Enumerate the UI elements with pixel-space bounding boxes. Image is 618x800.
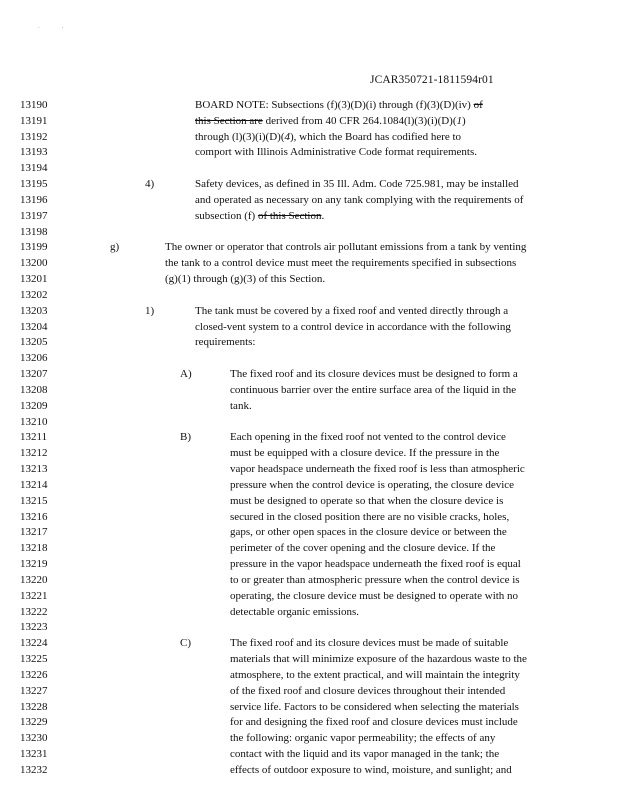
- line-number: 13222: [20, 605, 48, 618]
- document-line: [20, 652, 600, 668]
- document-line: [20, 430, 600, 446]
- text-segment: pressure in the vapor headspace underneath the fixed roof is equal: [230, 558, 521, 571]
- line-text: [230, 636, 508, 651]
- line-text: [165, 256, 516, 271]
- line-number: 13219: [20, 558, 48, 571]
- line-number: 13212: [20, 447, 48, 460]
- subsection-label: g): [110, 241, 120, 254]
- line-text: [230, 399, 252, 414]
- text-segment: contact with the liquid and its vapor managed in the tank; the: [230, 748, 500, 761]
- document-line: [20, 763, 600, 779]
- line-text: [230, 557, 521, 572]
- line-text: [230, 573, 520, 588]
- text-segment: The owner or operator that controls air pollutant emissions from a tank by venting: [165, 241, 527, 254]
- text-segment: to or greater than atmospheric pressure when the control device is: [230, 573, 520, 586]
- text-segment: The tank must be covered by a fixed roof and vented directly through a: [195, 304, 509, 317]
- line-number: 13226: [20, 668, 48, 681]
- line-number: 13204: [20, 320, 48, 333]
- text-segment: continuous barrier over the entire surface area of the liquid in the: [230, 383, 517, 396]
- document-line: [20, 193, 600, 209]
- text-segment: Each opening in the fixed roof not vented to the control device: [230, 431, 506, 444]
- line-number: 13205: [20, 336, 48, 349]
- line-number: 13221: [20, 589, 48, 602]
- document-line: [20, 351, 600, 367]
- line-text: [165, 272, 325, 287]
- document-line: [20, 747, 600, 763]
- line-number: 13192: [20, 130, 48, 143]
- document-line: [20, 668, 600, 684]
- line-text: [230, 494, 503, 509]
- line-number: 13215: [20, 494, 48, 507]
- line-number: 13194: [20, 162, 48, 175]
- italic-text: 1: [456, 114, 463, 127]
- text-segment: materials that will minimize exposure of the hazardous waste to the: [230, 653, 527, 666]
- document-line: [20, 225, 600, 241]
- document-line: [20, 541, 600, 557]
- line-number: 13218: [20, 542, 48, 555]
- document-line: [20, 161, 600, 177]
- line-text: [230, 430, 506, 445]
- document-line: [20, 130, 600, 146]
- line-text: [230, 715, 518, 730]
- subsection-label: 4): [145, 178, 155, 191]
- document-line: [20, 114, 600, 130]
- subsection-label: 1): [145, 304, 155, 317]
- document-line: [20, 98, 600, 114]
- document-line: [20, 478, 600, 494]
- document-line: [20, 700, 600, 716]
- document-line: [20, 620, 600, 636]
- text-segment: effects of outdoor exposure to wind, moisture, and sunlight; and: [230, 763, 512, 776]
- document-line: [20, 462, 600, 478]
- line-text: [195, 98, 483, 113]
- text-segment: subsection (f): [195, 209, 258, 222]
- line-text: [230, 731, 495, 746]
- text-segment: The fixed roof and its closure devices must be made of suitable: [230, 637, 509, 650]
- struck-text: this Section are: [195, 114, 263, 127]
- line-text: [195, 335, 255, 350]
- line-text: [195, 304, 508, 319]
- line-text: [195, 145, 477, 160]
- line-number: 13225: [20, 653, 48, 666]
- line-number: 13224: [20, 637, 48, 650]
- line-number: 13217: [20, 526, 48, 539]
- document-line: [20, 399, 600, 415]
- text-segment: BOARD NOTE: Subsections (f)(3)(D)(i) through (f)(3)(D)(iv): [195, 99, 474, 111]
- document-line: [20, 272, 600, 288]
- line-number: 13210: [20, 415, 48, 428]
- text-segment: derived from 40 CFR 264.1084(l)(3)(i)(D)(: [262, 114, 457, 127]
- document-line: [20, 288, 600, 304]
- document-line: [20, 256, 600, 272]
- line-text: [230, 541, 495, 556]
- line-text: [230, 367, 518, 382]
- line-text: [230, 478, 514, 493]
- line-number: 13229: [20, 716, 48, 729]
- line-number: 13213: [20, 463, 48, 476]
- document-line: [20, 415, 600, 431]
- line-number: 13211: [20, 431, 48, 444]
- document-line: [20, 383, 600, 399]
- line-text: [195, 130, 461, 145]
- document-line: [20, 494, 600, 510]
- text-segment: vapor headspace underneath the fixed roof is less than atmospheric: [230, 463, 525, 476]
- text-segment: tank.: [230, 399, 252, 412]
- scan-corner-mark: . .: [38, 22, 74, 30]
- text-segment: and operated as necessary on any tank complying with the requirements of: [195, 193, 524, 206]
- struck-text: of: [473, 99, 483, 111]
- line-number: 13230: [20, 732, 48, 745]
- text-segment: through (l)(3)(i)(D)(: [195, 130, 285, 143]
- line-text: [230, 684, 505, 699]
- line-text: [195, 209, 324, 224]
- document-line: [20, 209, 600, 225]
- text-segment: must be equipped with a closure device. If the pressure in the: [230, 447, 500, 460]
- document-id-header: JCAR350721-1811594r01: [370, 74, 494, 86]
- document-line: [20, 684, 600, 700]
- line-text: [230, 747, 499, 762]
- line-text: [230, 510, 509, 525]
- document-line: [20, 510, 600, 526]
- line-number: 13197: [20, 209, 48, 222]
- line-number: 13208: [20, 383, 48, 396]
- line-text: [195, 177, 519, 192]
- document-line: [20, 304, 600, 320]
- line-text: [230, 462, 525, 477]
- document-line: [20, 240, 600, 256]
- line-number: 13190: [20, 99, 48, 111]
- line-text: [230, 446, 499, 461]
- text-segment: ), which the Board has codified here to: [290, 130, 462, 143]
- line-number: 13216: [20, 510, 48, 523]
- text-segment: Safety devices, as defined in 35 Ill. Adm. Code 725.981, may be installed: [195, 178, 519, 191]
- line-number: 13202: [20, 288, 48, 301]
- italic-text: 4: [284, 130, 290, 143]
- line-text: [195, 114, 466, 129]
- text-segment: of the fixed roof and closure devices throughout their intended: [230, 684, 506, 697]
- document-line: [20, 605, 600, 621]
- line-text: [195, 320, 511, 335]
- line-number: 13203: [20, 304, 48, 317]
- line-number: 13201: [20, 273, 48, 286]
- text-segment: perimeter of the cover opening and the closure device. If the: [230, 542, 496, 555]
- line-number: 13231: [20, 748, 48, 761]
- line-text: [230, 763, 512, 778]
- document-line: [20, 636, 600, 652]
- text-segment: secured in the closed position there are no visible cracks, holes,: [230, 510, 510, 523]
- document-line: [20, 335, 600, 351]
- line-text: [230, 383, 516, 398]
- line-number: 13209: [20, 399, 48, 412]
- line-text: [230, 605, 359, 620]
- line-text: [195, 193, 523, 208]
- line-number: 13196: [20, 193, 48, 206]
- subsection-label: C): [180, 637, 191, 650]
- text-segment: gaps, or other open spaces in the closure device or between the: [230, 526, 507, 539]
- text-segment: requirements:: [195, 336, 256, 349]
- document-line: [20, 573, 600, 589]
- line-number: 13228: [20, 700, 48, 713]
- document-line: [20, 715, 600, 731]
- line-number: 13206: [20, 352, 48, 365]
- struck-text: of this Section: [257, 209, 322, 222]
- line-number: 13223: [20, 621, 48, 634]
- line-text: [230, 652, 527, 667]
- document-line: [20, 525, 600, 541]
- text-segment: ): [462, 114, 466, 127]
- text-segment: detectable organic emissions.: [230, 605, 360, 618]
- text-segment: service life. Factors to be considered when selecting the materials: [230, 700, 519, 713]
- line-number: 13199: [20, 241, 48, 254]
- line-number: 13191: [20, 114, 48, 127]
- text-segment: The fixed roof and its closure devices must be designed to form a: [230, 368, 518, 381]
- line-text: [230, 668, 520, 683]
- line-number: 13195: [20, 178, 48, 191]
- document-line: [20, 320, 600, 336]
- text-segment: operating, the closure device must be designed to operate with no: [230, 589, 519, 602]
- text-segment: (g)(1) through (g)(3) of this Section.: [165, 273, 326, 286]
- line-number: 13198: [20, 225, 48, 238]
- subsection-label: B): [180, 431, 191, 444]
- text-segment: comport with Illinois Administrative Code format requirements.: [195, 146, 477, 159]
- document-line: [20, 177, 600, 193]
- text-segment: the tank to a control device must meet the requirements specified in subsections: [165, 257, 517, 270]
- text-segment: atmosphere, to the extent practical, and will maintain the integrity: [230, 668, 520, 681]
- line-text: [230, 525, 507, 540]
- line-number: 13220: [20, 573, 48, 586]
- document-line: [20, 589, 600, 605]
- line-number: 13207: [20, 368, 48, 381]
- line-text: [230, 700, 519, 715]
- document-line: [20, 367, 600, 383]
- line-number: 13214: [20, 478, 48, 491]
- document-line: [20, 145, 600, 161]
- subsection-label: A): [180, 368, 192, 381]
- line-number: 13227: [20, 684, 48, 697]
- line-text: [230, 589, 518, 604]
- text-segment: pressure when the control device is operating, the closure device: [230, 478, 515, 491]
- line-number: 13200: [20, 257, 48, 270]
- document-line: [20, 446, 600, 462]
- document-line: [20, 557, 600, 573]
- document-line: [20, 731, 600, 747]
- text-segment: the following: organic vapor permeability; the effects of any: [230, 732, 496, 745]
- text-segment: closed-vent system to a control device in accordance with the following: [195, 320, 511, 333]
- line-number: 13232: [20, 763, 48, 776]
- text-segment: for and designing the fixed roof and closure devices must include: [230, 716, 518, 729]
- line-text: [165, 240, 526, 255]
- line-number: 13193: [20, 146, 48, 159]
- text-segment: must be designed to operate so that when the closure device is: [230, 494, 504, 507]
- text-segment: .: [321, 209, 325, 222]
